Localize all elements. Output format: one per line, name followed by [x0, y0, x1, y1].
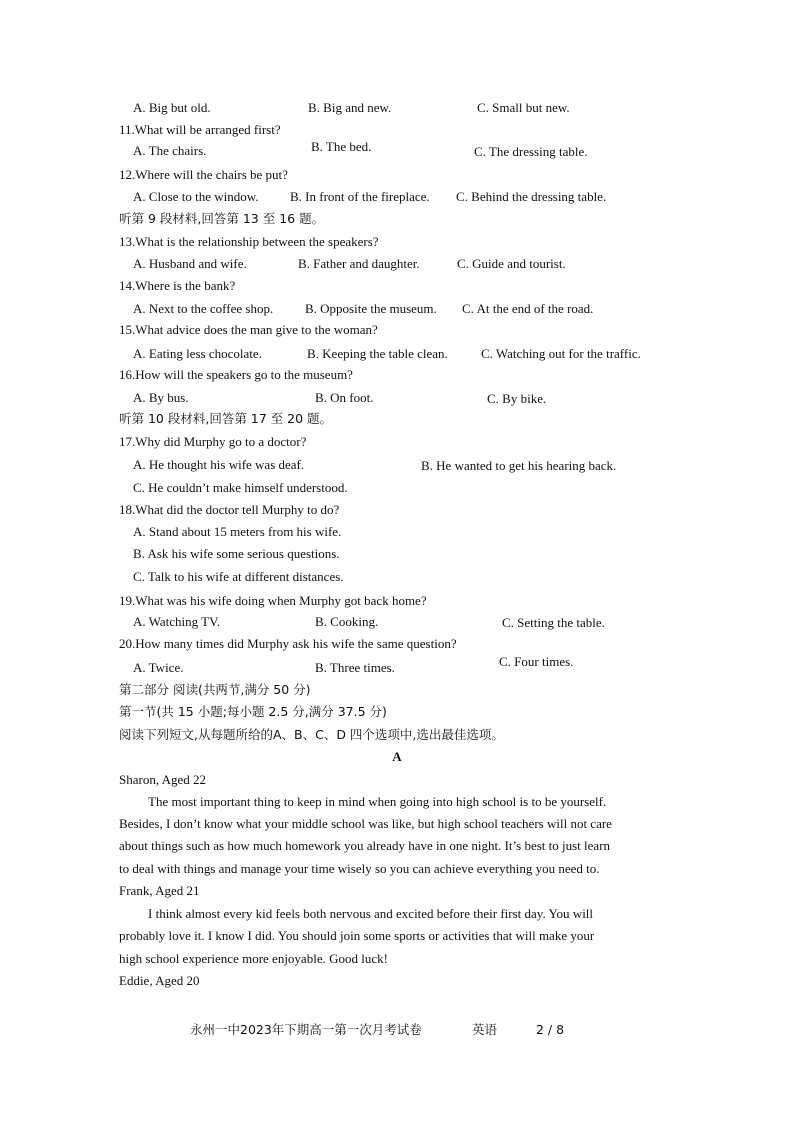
q15-stem: 15.What advice does the man give to the woman?: [119, 322, 378, 337]
section-10-heading: 听第 10 段材料,回答第 17 至 20 题。: [119, 411, 333, 426]
q18-stem: 18.What did the doctor tell Murphy to do?: [119, 502, 340, 517]
q11-stem: 11.What will be arranged first?: [119, 122, 281, 137]
footer-page-number: 2 / 8: [536, 1022, 565, 1037]
q15-option-c: C. Watching out for the traffic.: [481, 346, 641, 361]
q13-stem: 13.What is the relationship between the speakers?: [119, 234, 379, 249]
q19-option-c: C. Setting the table.: [502, 615, 605, 630]
q15-option-b: B. Keeping the table clean.: [307, 346, 448, 361]
sharon-line-4: to deal with things and manage your time wisely so you can achieve everything you need to.: [119, 861, 600, 876]
q19-option-b: B. Cooking.: [315, 614, 379, 629]
footer-exam-title: 永州一中2023年下期高一第一次月考试卷: [190, 1022, 422, 1037]
q12-option-c: C. Behind the dressing table.: [456, 189, 607, 204]
sharon-line-2: Besides, I don’t know what your middle school was like, but high school teachers will not care: [119, 816, 612, 831]
q16-option-c: C. By bike.: [487, 391, 547, 406]
q20-option-a: A. Twice.: [133, 660, 184, 675]
q13-option-a: A. Husband and wife.: [133, 256, 247, 271]
q14-option-c: C. At the end of the road.: [462, 301, 594, 316]
q17-stem: 17.Why did Murphy go to a doctor?: [119, 434, 307, 449]
frank-line-3: high school experience more enjoyable. Good luck!: [119, 951, 388, 966]
q20-option-b: B. Three times.: [315, 660, 395, 675]
q14-stem: 14.Where is the bank?: [119, 278, 236, 293]
q20-stem: 20.How many times did Murphy ask his wife the same question?: [119, 636, 457, 651]
q12-option-b: B. In front of the fireplace.: [290, 189, 430, 204]
eddie-name: Eddie, Aged 20: [119, 973, 200, 988]
section-9-heading: 听第 9 段材料,回答第 13 至 16 题。: [119, 211, 325, 226]
q11-option-a: A. The chairs.: [133, 143, 207, 158]
q17-option-b: B. He wanted to get his hearing back.: [421, 458, 617, 473]
q16-stem: 16.How will the speakers go to the museum?: [119, 367, 353, 382]
frank-name: Frank, Aged 21: [119, 883, 200, 898]
q11-option-c: C. The dressing table.: [474, 144, 588, 159]
sharon-line-1: The most important thing to keep in mind when going into high school is to be yourself.: [148, 794, 607, 809]
q16-option-a: A. By bus.: [133, 390, 189, 405]
q11-option-b: B. The bed.: [311, 139, 372, 154]
q19-stem: 19.What was his wife doing when Murphy got back home?: [119, 593, 427, 608]
q18-option-c: C. Talk to his wife at different distances.: [133, 569, 344, 584]
q10-option-a: A. Big but old.: [133, 100, 211, 115]
q10-option-c: C. Small but new.: [477, 100, 570, 115]
q18-option-b: B. Ask his wife some serious questions.: [133, 546, 340, 561]
q16-option-b: B. On foot.: [315, 390, 374, 405]
q15-option-a: A. Eating less chocolate.: [133, 346, 262, 361]
frank-line-1: I think almost every kid feels both nervous and excited before their first day. You will: [148, 906, 594, 921]
section-1-heading: 第一节(共 15 小题;每小题 2.5 分,满分 37.5 分): [119, 704, 387, 719]
q18-option-a: A. Stand about 15 meters from his wife.: [133, 524, 342, 539]
sharon-line-3: about things such as how much homework you already have in one night. It’s best to just learn: [119, 838, 611, 853]
part-2-heading: 第二部分 阅读(共两节,满分 50 分): [119, 682, 311, 697]
q14-option-b: B. Opposite the museum.: [305, 301, 437, 316]
q13-option-c: C. Guide and tourist.: [457, 256, 566, 271]
q10-option-b: B. Big and new.: [308, 100, 392, 115]
q13-option-b: B. Father and daughter.: [298, 256, 420, 271]
q20-option-c: C. Four times.: [499, 654, 574, 669]
reading-instructions: 阅读下列短文,从每题所给的A、B、C、D 四个选项中,选出最佳选项。: [119, 727, 504, 742]
q17-option-a: A. He thought his wife was deaf.: [133, 457, 305, 472]
q14-option-a: A. Next to the coffee shop.: [133, 301, 274, 316]
frank-line-2: probably love it. I know I did. You should join some sports or activities that will make your: [119, 928, 595, 943]
footer-subject: 英语: [472, 1022, 498, 1037]
q12-option-a: A. Close to the window.: [133, 189, 259, 204]
sharon-name: Sharon, Aged 22: [119, 772, 207, 787]
passage-letter: A: [392, 749, 402, 764]
q17-option-c: C. He couldn’t make himself understood.: [133, 480, 348, 495]
q12-stem: 12.Where will the chairs be put?: [119, 167, 288, 182]
q19-option-a: A. Watching TV.: [133, 614, 221, 629]
